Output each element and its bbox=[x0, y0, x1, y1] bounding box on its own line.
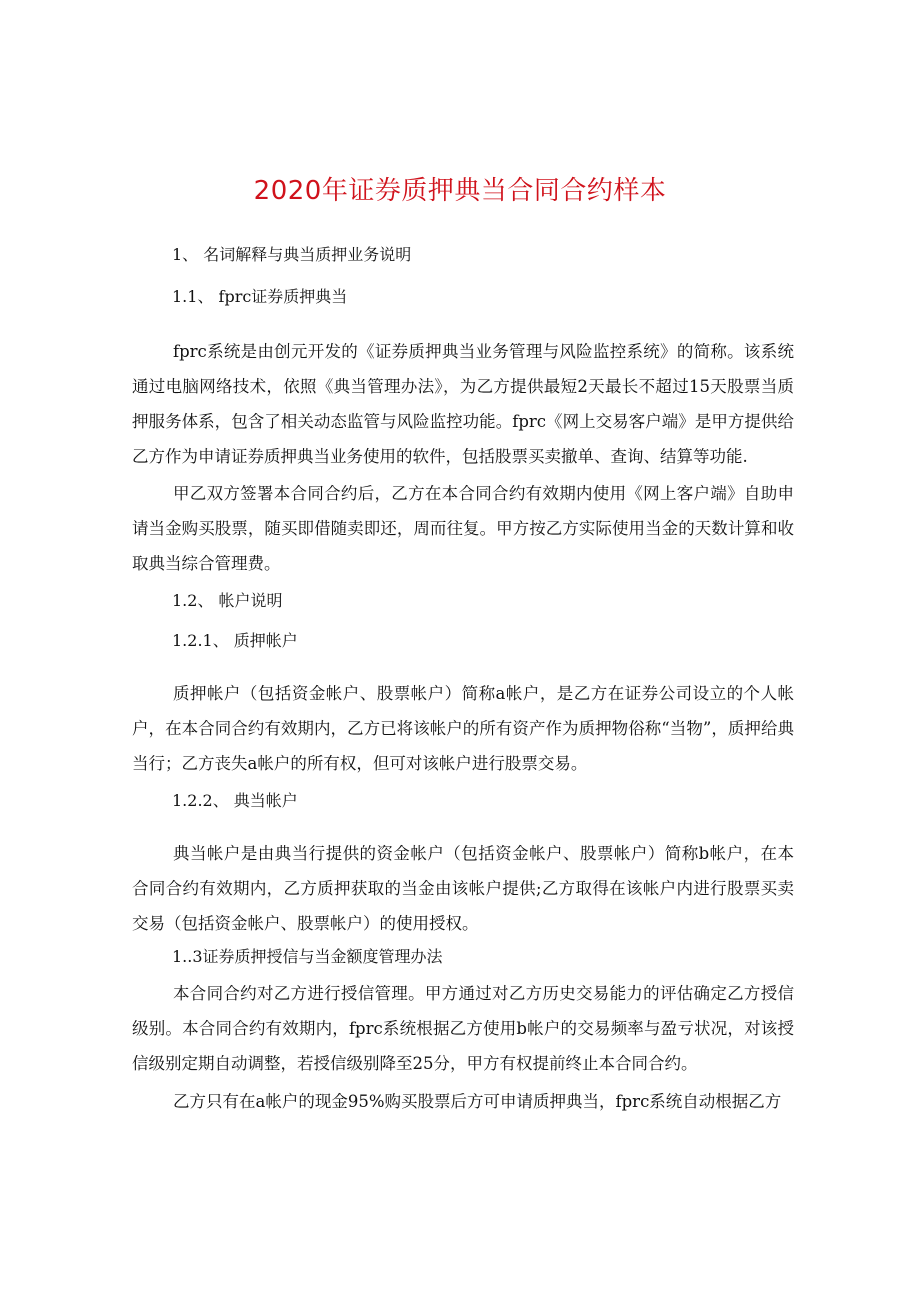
paragraph-cash-requirement: 乙方只有在a帐户的现金95%购买股票后方可申请质押典当，fprc系统自动根据乙方 bbox=[173, 1092, 782, 1111]
section-heading-1-1: 1.1、 fprc证券质押典当 bbox=[172, 287, 348, 306]
section-heading-1-2-1: 1.2.1、 质押帐户 bbox=[172, 631, 298, 650]
paragraph-credit-management: 本合同合约对乙方进行授信管理。甲方通过对乙方历史交易能力的评估确定乙方授信级别。本合同合约有效期内，fprc系统根据乙方使用b帐户的交易频率与盈亏状况，对该授信级别定期自动调整，若授信级别降至25分，甲方有权提前终止本合同合约。 bbox=[132, 984, 794, 1073]
paragraph-pledge-account: 质押帐户（包括资金帐户、股票帐户）简称a帐户，是乙方在证券公司设立的个人帐户，在本合同合约有效期内，乙方已将该帐户的所有资产作为质押物俗称“当物”，质押给典当行；乙方丧失a帐户的所有权，但可对该帐户进行股票交易。 bbox=[132, 684, 794, 773]
section-heading-1-3: 1..3证券质押授信与当金额度管理办法 bbox=[172, 947, 443, 966]
section-heading-1: 1、 名词解释与典当质押业务说明 bbox=[172, 245, 412, 264]
paragraph-contract-usage: 甲乙双方签署本合同合约后，乙方在本合同合约有效期内使用《网上客户端》自助申请当金购买股票，随买即借随卖即还，周而往复。甲方按乙方实际使用当金的天数计算和收取典当综合管理费。 bbox=[132, 484, 794, 573]
document-title: 2020年证券质押典当合同合约样本 bbox=[253, 176, 667, 206]
paragraph-fprc-system: fprc系统是由创元开发的《证券质押典当业务管理与风险监控系统》的简称。该系统通过电脑网络技术，依照《典当管理办法》，为乙方提供最短2天最长不超过15天股票当质押服务体系，包含了相关动态监管与风险监控功能。fprc《网上交易客户端》是甲方提供给乙方作为申请证券质押典当业务使用的软件，包括股票买卖撤单、查询、结算等功能. bbox=[132, 342, 794, 466]
paragraph-pawn-account: 典当帐户是由典当行提供的资金帐户（包括资金帐户、股票帐户）简称b帐户，在本合同合约有效期内，乙方质押获取的当金由该帐户提供;乙方取得在该帐户内进行股票买卖交易（包括资金帐户、股票帐户）的使用授权。 bbox=[132, 844, 794, 933]
section-heading-1-2: 1.2、 帐户说明 bbox=[172, 591, 283, 610]
section-heading-1-2-2: 1.2.2、 典当帐户 bbox=[172, 791, 298, 810]
